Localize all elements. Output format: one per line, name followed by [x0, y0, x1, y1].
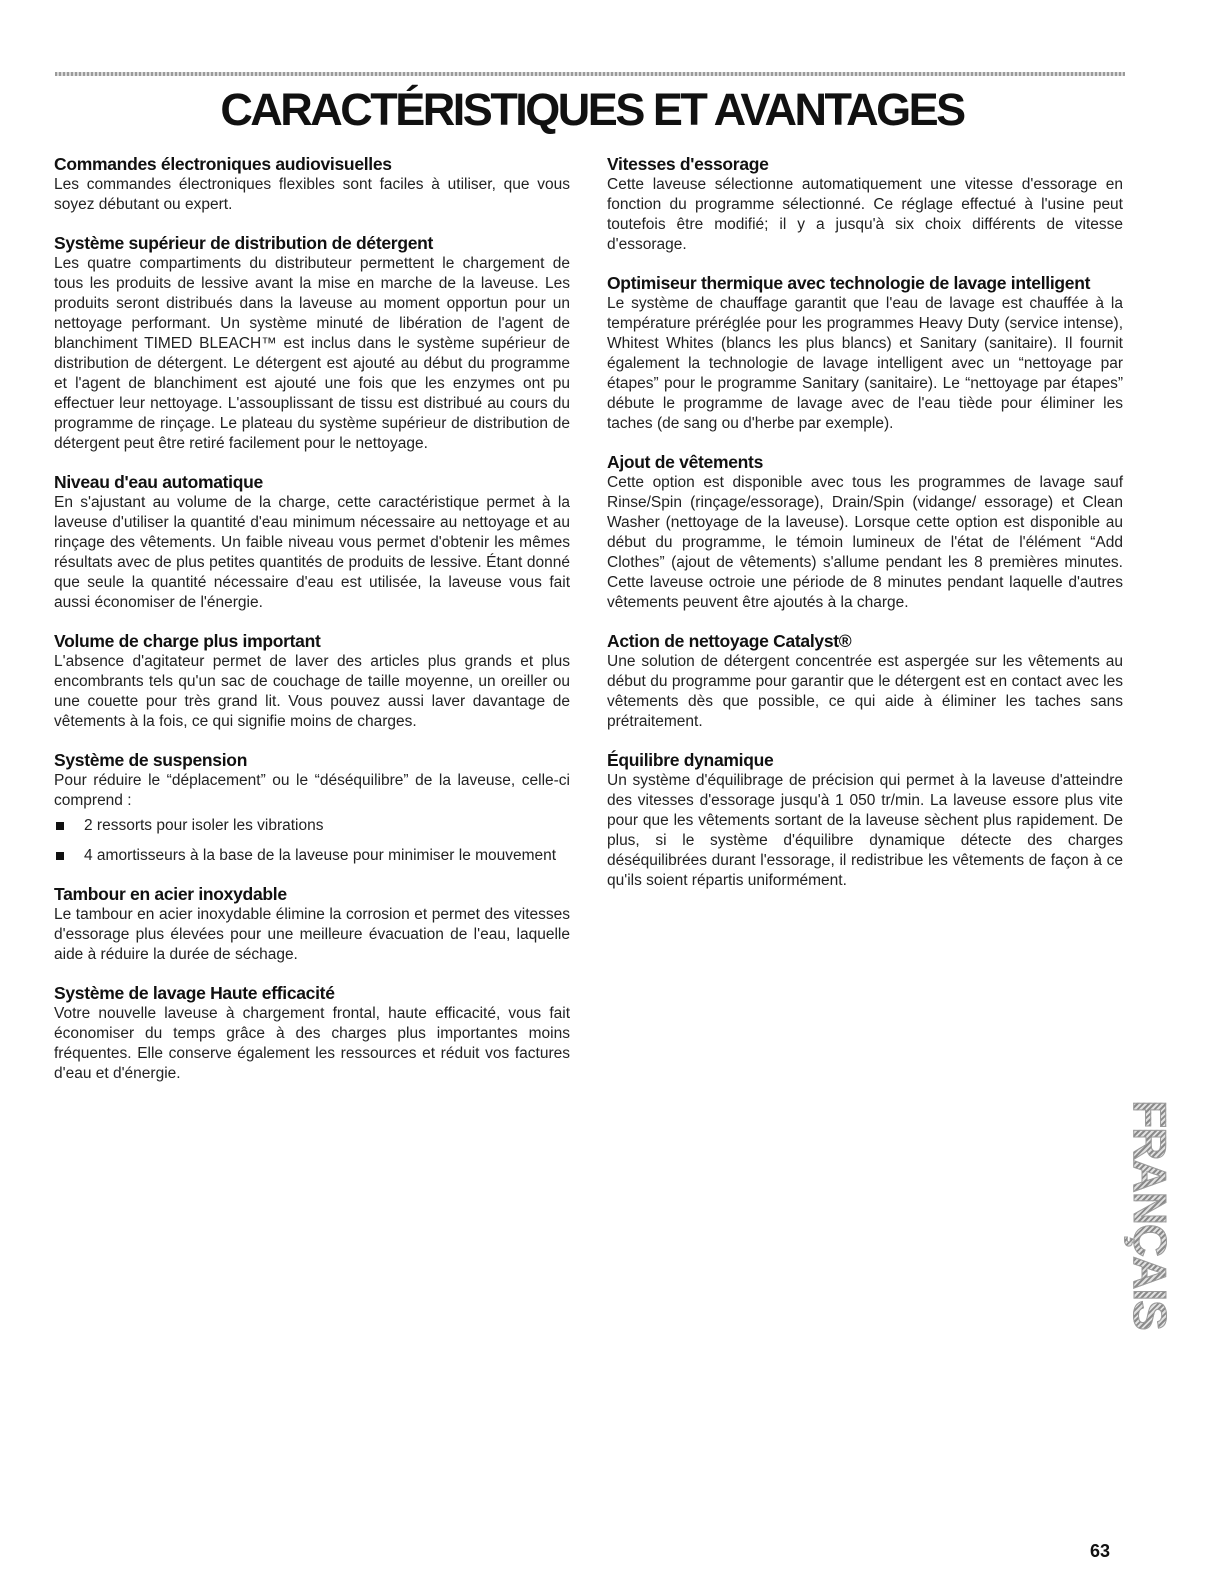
section-body: En s'ajustant au volume de la charge, cette caractéristique permet à la laveuse d'utiliser la quantité d'eau minimum nécessaire au nettoyage et au rinçage des vêtements. Un faible niveau vous permet d'obtenir les mêmes résultats avec de plus petites quantités de produits de lessive. Étant donné que seule la quantité nécessaire d'eau est utilisée, la laveuse vous fait aussi économiser de l'énergie.: [54, 494, 570, 611]
section-heading: Vitesses d'essorage: [607, 154, 769, 174]
page-title: CARACTÉRISTIQUES ET AVANTAGES: [220, 84, 964, 135]
section-heading: Optimiseur thermique avec technologie de lavage intelligent: [607, 273, 1091, 293]
bullet-list: [54, 816, 570, 866]
square-bullet-icon: [56, 822, 64, 830]
language-side-tab: [1124, 1080, 1177, 1350]
left-column: [54, 154, 570, 1102]
section-body: Cette laveuse sélectionne automatiquement une vitesse d'essorage en fonction du programme sélectionné. Ce réglage effectué à l'usine peut toutefois être modifié; il y a jusqu'à six choix différents de vitesse d'essorage.: [607, 176, 1123, 253]
section-catalyst-action: [607, 631, 1123, 732]
section-body: Cette option est disponible avec tous les programmes de lavage sauf Rinse/Spin (rinçage/essorage), Drain/Spin (vidange/ essorage) et Clean Washer (nettoyage de la laveuse). Lorsque cette option est disponible au début du programme, le témoin lumineux de l'état de l'élément “Add Clothes” (ajout de vêtements) s'allume pendant les 8 premières minutes. Cette laveuse octroie une période de 8 minutes pendant laquelle d'autres vêtements peuvent être ajoutés à la charge.: [607, 474, 1123, 611]
section-body: Le tambour en acier inoxydable élimine la corrosion et permet des vitesses d'essorage plus élevées pour une meilleure évacuation de l'eau, laquelle aide à réduire la durée de séchage.: [54, 906, 570, 963]
section-body: Une solution de détergent concentrée est aspergée sur les vêtements au début du programme pour garantir que le détergent est en contact avec les vêtements dès que possible, ce qui aide à éliminer les taches sans prétraitement.: [607, 653, 1123, 730]
square-bullet-icon: [56, 852, 64, 860]
section-heading: Action de nettoyage Catalyst®: [607, 631, 852, 651]
section-body: L'absence d'agitateur permet de laver des articles plus grands et plus encombrants tels qu'un sac de couchage de taille moyenne, un oreiller ou une couette pour très grand lit. Vous pouvez aussi laver davantage de vêtements à la fois, ce qui signifie moins de charges.: [54, 653, 570, 730]
section-heading: Système supérieur de distribution de détergent: [54, 233, 434, 253]
header-rule: [55, 72, 1125, 76]
section-body: Un système d'équilibrage de précision qui permet à la laveuse d'atteindre des vitesses d'essorage jusqu'à 1 050 tr/min. La laveuse essore plus vite pour que les vêtements sortant de la laveuse sèchent plus rapidement. De plus, si le système d'équilibre dynamique détecte des charges déséquilibrées durant l'essorage, il redistribue les vêtements de façon à ce qu'ils soient répartis uniformément.: [607, 772, 1123, 889]
page-number: 63: [1090, 1541, 1111, 1561]
language-label: FRANÇAIS: [1124, 1100, 1177, 1330]
section-thermal-optimizer: [607, 273, 1123, 434]
section-body: Le système de chauffage garantit que l'eau de lavage est chauffée à la température préréglée pour les programmes Heavy Duty (service intense), Whitest Whites (blancs les plus blancs) et Sanitary (sanitaire). Il fournit également la technologie de lavage intelligent avec un “nettoyage par étapes” pour le programme Sanitary (sanitaire). Le “nettoyage par étapes” débute le programme de lavage avec de l'eau tiède pour éliminer les taches (de sang ou d'herbe par exemple).: [607, 295, 1123, 432]
section-body: Les commandes électroniques flexibles sont faciles à utiliser, que vous soyez débutant ou expert.: [54, 176, 570, 213]
section-heading: Niveau d'eau automatique: [54, 472, 263, 492]
section-suspension: [54, 750, 570, 866]
list-item: 4 amortisseurs à la base de la laveuse pour minimiser le mouvement: [54, 846, 570, 866]
list-item: 2 ressorts pour isoler les vibrations: [54, 816, 570, 836]
section-load-volume: [54, 631, 570, 732]
section-heading: Système de suspension: [54, 750, 248, 770]
section-body: Votre nouvelle laveuse à chargement frontal, haute efficacité, vous fait économiser du temps grâce à des charges plus importantes moins fréquentes. Elle conserve également les ressources et réduit vos factures d'eau et d'énergie.: [54, 1005, 570, 1082]
section-body: Pour réduire le “déplacement” ou le “déséquilibre” de la laveuse, celle-ci comprend :: [54, 772, 570, 809]
section-body: Les quatre compartiments du distributeur permettent le chargement de tous les produits de lessive avant la mise en marche de la laveuse. Les produits seront distribués dans la laveuse au moment opportun pour un nettoyage performant. Un système minuté de libération de l'agent de blanchiment TIMED BLEACH™ est inclus dans le système supérieur de distribution de détergent. Le détergent est ajouté au début du programme et l'agent de blanchiment est ajouté une fois que les enzymes ont pu effectuer leur nettoyage. L'assouplissant de tissu est distribué au cours du programme de rinçage. Le plateau du système supérieur de distribution de détergent peut être retiré facilement pour le nettoyage.: [54, 255, 570, 452]
section-heading: Commandes électroniques audiovisuelles: [54, 154, 392, 174]
section-detergent-dispenser: [54, 233, 570, 454]
section-stainless-drum: [54, 884, 570, 965]
section-heading: Volume de charge plus important: [54, 631, 321, 651]
section-add-clothes: [607, 452, 1123, 613]
section-heading: Tambour en acier inoxydable: [54, 884, 287, 904]
section-he-wash-system: [54, 983, 570, 1084]
section-heading: Système de lavage Haute efficacité: [54, 983, 335, 1003]
section-dynamic-balance: [607, 750, 1123, 891]
section-water-level: [54, 472, 570, 613]
section-audiovisual-controls: [54, 154, 570, 215]
right-column: [607, 154, 1123, 909]
section-heading: Ajout de vêtements: [607, 452, 764, 472]
section-spin-speeds: [607, 154, 1123, 255]
section-heading: Équilibre dynamique: [607, 750, 774, 770]
